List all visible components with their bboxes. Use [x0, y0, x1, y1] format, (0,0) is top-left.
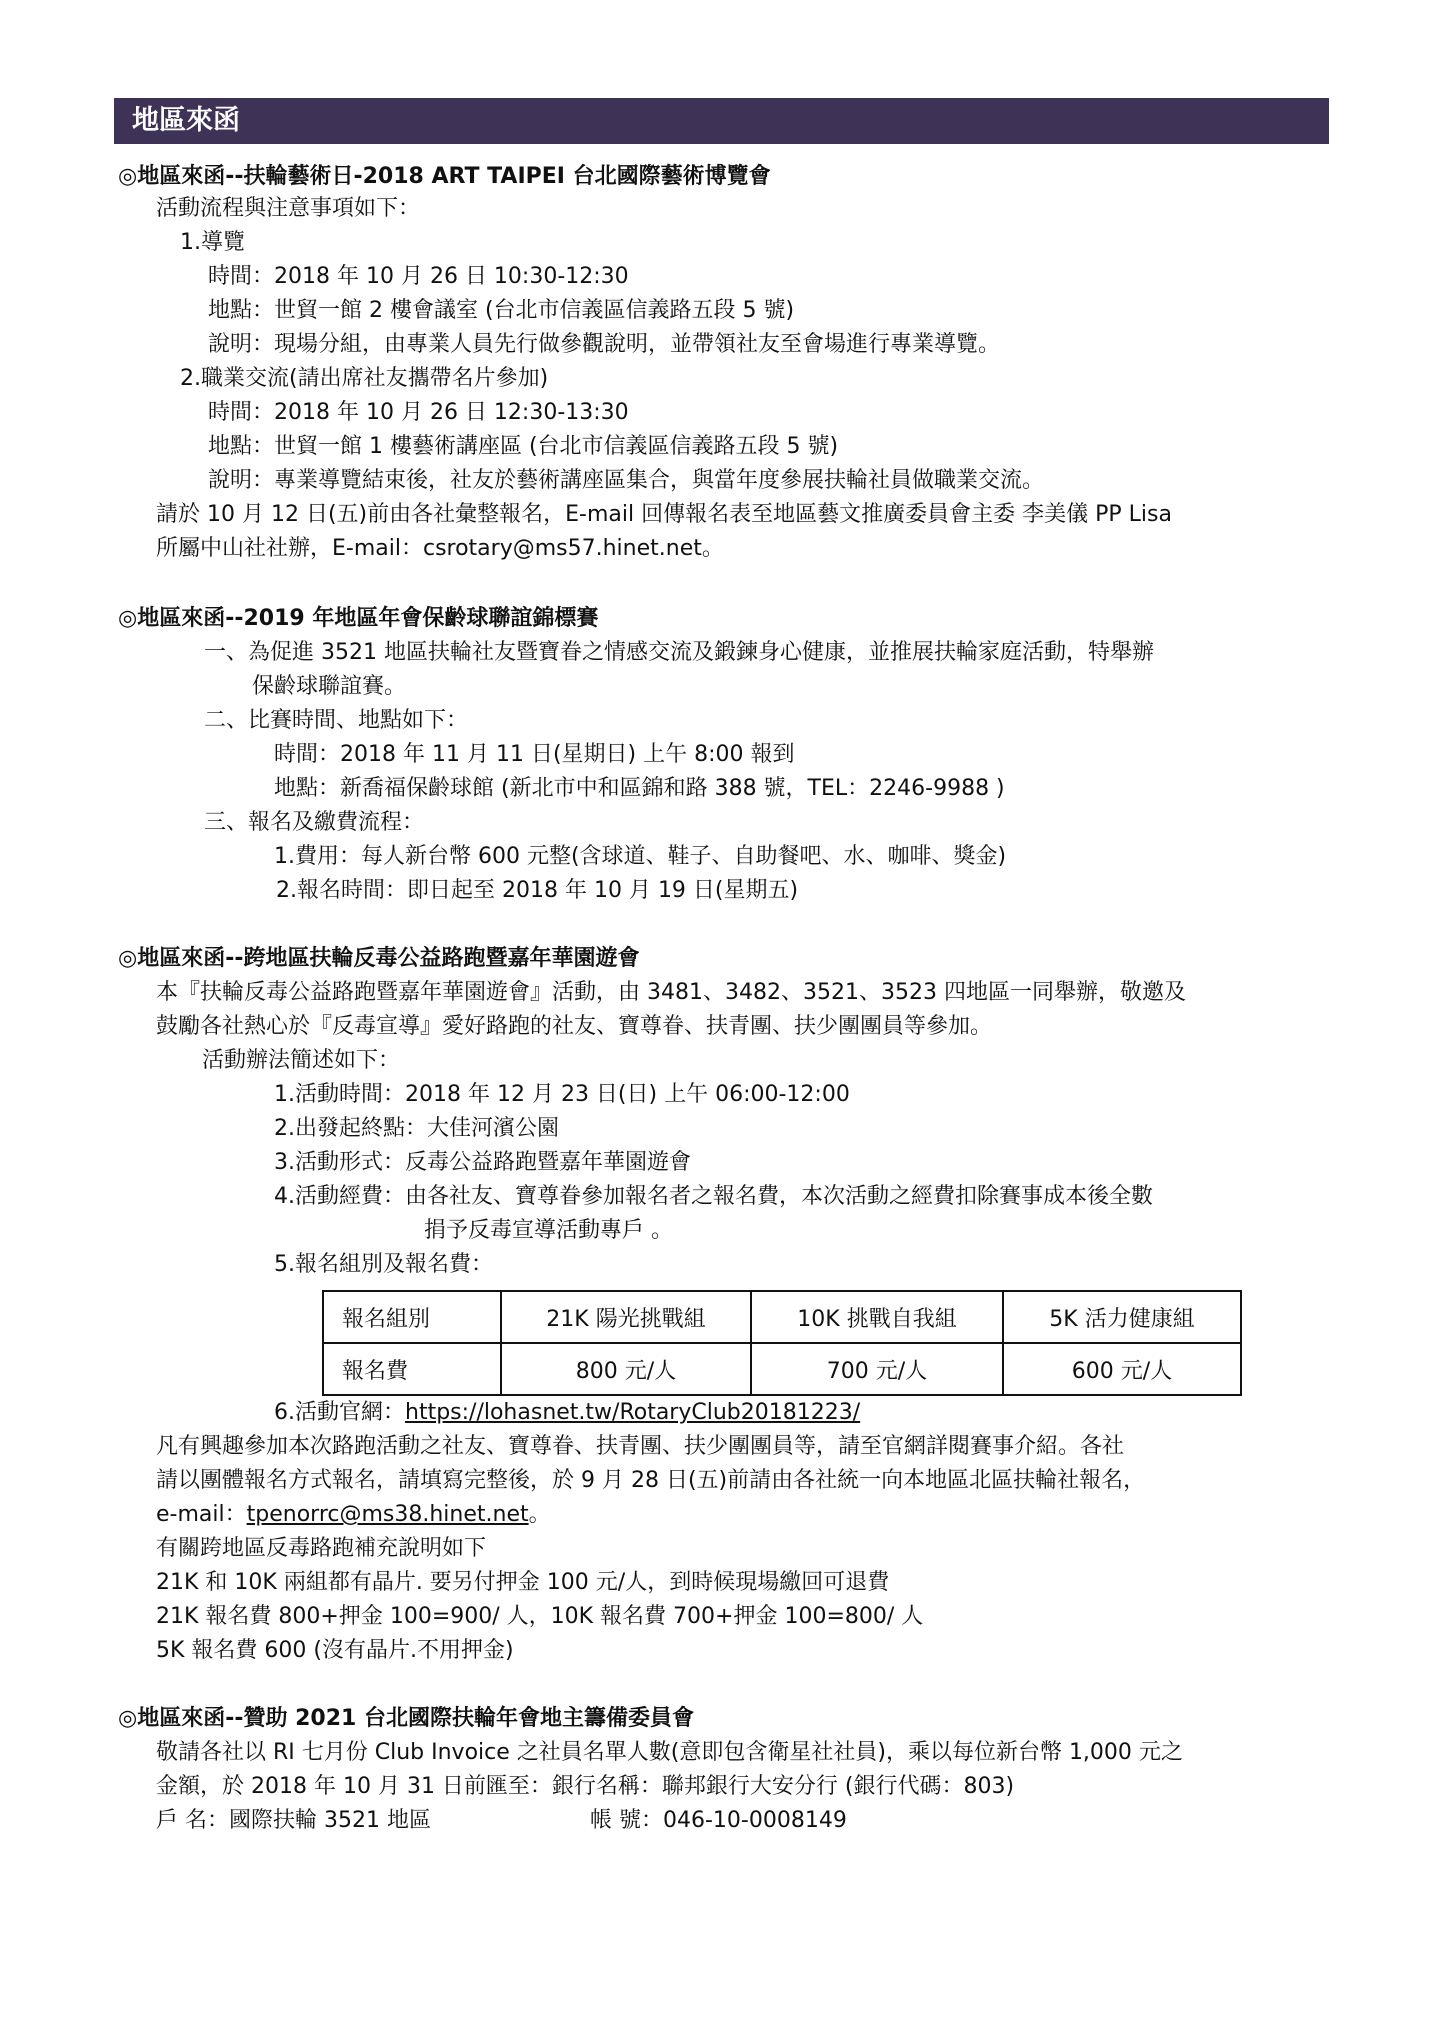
section3-item1: 1.活動時間：2018 年 12 月 23 日(日) 上午 06:00-12:00: [274, 1082, 850, 1107]
section1-item1-place: 地點：世貿一館 2 樓會議室 (台北市信義區信義路五段 5 號): [208, 298, 795, 323]
section2-fee: 1.費用：每人新台幣 600 元整(含球道、鞋子、自助餐吧、水、咖啡、獎金): [274, 844, 1007, 869]
section1-item2-time: 時間：2018 年 10 月 26 日 12:30-13:30: [208, 400, 629, 425]
section3-item4-line1: 4.活動經費：由各社友、寶尊眷參加報名者之報名費，本次活動之經費扣除賽事成本後全數: [274, 1184, 1153, 1209]
section2-deadline: 2.報名時間：即日起至 2018 年 10 月 19 日(星期五): [276, 878, 799, 903]
email-end: 。: [528, 1502, 551, 1527]
table-header-cell: 5K 活力健康組: [1003, 1291, 1241, 1343]
table-cell: 800 元/人: [501, 1343, 751, 1395]
section4-account-name: 戶 名：國際扶輪 3521 地區: [156, 1808, 431, 1833]
table-cell: 報名費: [323, 1343, 501, 1395]
section2-p1-line2: 保齡球聯誼賽。: [252, 674, 407, 699]
section1-item1-time: 時間：2018 年 10 月 26 日 10:30-12:30: [208, 264, 629, 289]
section1-item1-note: 說明：現場分組，由專業人員先行做參觀說明，並帶領社友至會場進行專業導覽。: [208, 332, 1001, 357]
section2-place: 地點：新喬福保齡球館 (新北市中和區錦和路 388 號，TEL：2246-9988 ): [274, 776, 1005, 801]
section2-title: ◎地區來函--2019 年地區年會保齡球聯誼錦標賽: [118, 606, 599, 631]
section3-title: ◎地區來函--跨地區扶輪反毒公益路跑暨嘉年華園遊會: [118, 946, 640, 971]
section2-time: 時間：2018 年 11 月 11 日(星期日) 上午 8:00 報到: [274, 742, 795, 767]
section3-item4-line2: 捐予反毒宣導活動專戶 。: [424, 1218, 673, 1243]
section3-item3: 3.活動形式：反毒公益路跑暨嘉年華園遊會: [274, 1150, 691, 1175]
section4-title: ◎地區來函--贊助 2021 台北國際扶輪年會地主籌備委員會: [118, 1706, 695, 1731]
registration-fee-table: [322, 1290, 1242, 1396]
section1-signup-line2: 所屬中山社社辦，E-mail：csrotary@ms57.hinet.net。: [156, 536, 724, 561]
section2-p1-line1: 一、為促進 3521 地區扶輪社友暨寶眷之情感交流及鍛鍊身心健康，並推展扶輪家庭活動，特舉辦: [204, 640, 1154, 665]
section3-supp3: 5K 報名費 600 (沒有晶片.不用押金): [156, 1638, 514, 1663]
section3-method: 活動辦法簡述如下：: [202, 1048, 401, 1073]
section3-intro-line1: 本『扶輪反毒公益路跑暨嘉年華園遊會』活動，由 3481、3482、3521、3523 四地區一同舉辦，敬邀及: [156, 980, 1186, 1005]
section1-title: ◎地區來函--扶輪藝術日-2018 ART TAIPEI 台北國際藝術博覽會: [118, 164, 771, 189]
section-header: 地區來函: [114, 98, 1329, 144]
section4-account-no: 帳 號：046-10-0008149: [590, 1808, 847, 1833]
section3-supp2: 21K 報名費 800+押金 100=900/ 人，10K 報名費 700+押金 100=800/ 人: [156, 1604, 924, 1629]
section4-line1: 敬請各社以 RI 七月份 Club Invoice 之社員名單人數(意即包含衛星社社員)，乘以每位新台幣 1,000 元之: [156, 1740, 1183, 1765]
table-row: [323, 1291, 1241, 1343]
section3-item6: [274, 1398, 860, 1428]
section3-intro-line2: 鼓勵各社熱心於『反毒宣導』愛好路跑的社友、寶尊眷、扶青團、扶少團團員等參加。: [156, 1014, 993, 1039]
table-header-cell: 21K 陽光挑戰組: [501, 1291, 751, 1343]
section1-item2-place: 地點：世貿一館 1 樓藝術講座區 (台北市信義區信義路五段 5 號): [208, 434, 839, 459]
email-link[interactable]: tpenorrc@ms38.hinet.net: [246, 1502, 529, 1527]
section1-item2-note: 說明：專業導覽結束後，社友於藝術講座區集合，與當年度參展扶輪社員做職業交流。: [208, 468, 1045, 493]
section3-para-line1: 凡有興趣參加本次路跑活動之社友、寶尊眷、扶青團、扶少團團員等，請至官網詳閱賽事介紹。各社: [156, 1434, 1125, 1459]
table-cell: 600 元/人: [1003, 1343, 1241, 1395]
section3-email-line: [156, 1500, 551, 1530]
table-header-cell: 報名組別: [323, 1291, 501, 1343]
section3-supp-title: 有關跨地區反毒路跑補充說明如下: [156, 1536, 487, 1561]
email-label: e-mail：: [156, 1502, 247, 1527]
website-label: 6.活動官網：: [274, 1400, 405, 1425]
section2-p3: 三、報名及繳費流程：: [204, 810, 425, 835]
section3-item5: 5.報名組別及報名費：: [274, 1252, 493, 1277]
section4-line2: 金額，於 2018 年 10 月 31 日前匯至：銀行名稱：聯邦銀行大安分行 (銀行代碼：803): [156, 1774, 1015, 1799]
table-cell: 700 元/人: [751, 1343, 1003, 1395]
website-link[interactable]: https://lohasnet.tw/RotaryClub20181223/: [405, 1400, 861, 1425]
section1-intro: 活動流程與注意事項如下：: [156, 196, 421, 221]
table-row: [323, 1343, 1241, 1395]
section1-signup-line1: 請於 10 月 12 日(五)前由各社彙整報名，E-mail 回傳報名表至地區藝文推廣委員會主委 李美儀 PP Lisa: [156, 502, 1172, 527]
section3-para-line2: 請以團體報名方式報名，請填寫完整後，於 9 月 28 日(五)前請由各社統一向本地區北區扶輪社報名，: [156, 1468, 1146, 1493]
section3-item2: 2.出發起終點：大佳河濱公園: [274, 1116, 559, 1141]
section1-item2-label: 2.職業交流(請出席社友攜帶名片參加): [180, 366, 549, 391]
section1-item1-label: 1.導覽: [180, 230, 245, 255]
table-header-cell: 10K 挑戰自我組: [751, 1291, 1003, 1343]
section2-p2: 二、比賽時間、地點如下：: [204, 708, 469, 733]
section3-supp1: 21K 和 10K 兩組都有晶片. 要另付押金 100 元/人，到時候現場繳回可退費: [156, 1570, 890, 1595]
